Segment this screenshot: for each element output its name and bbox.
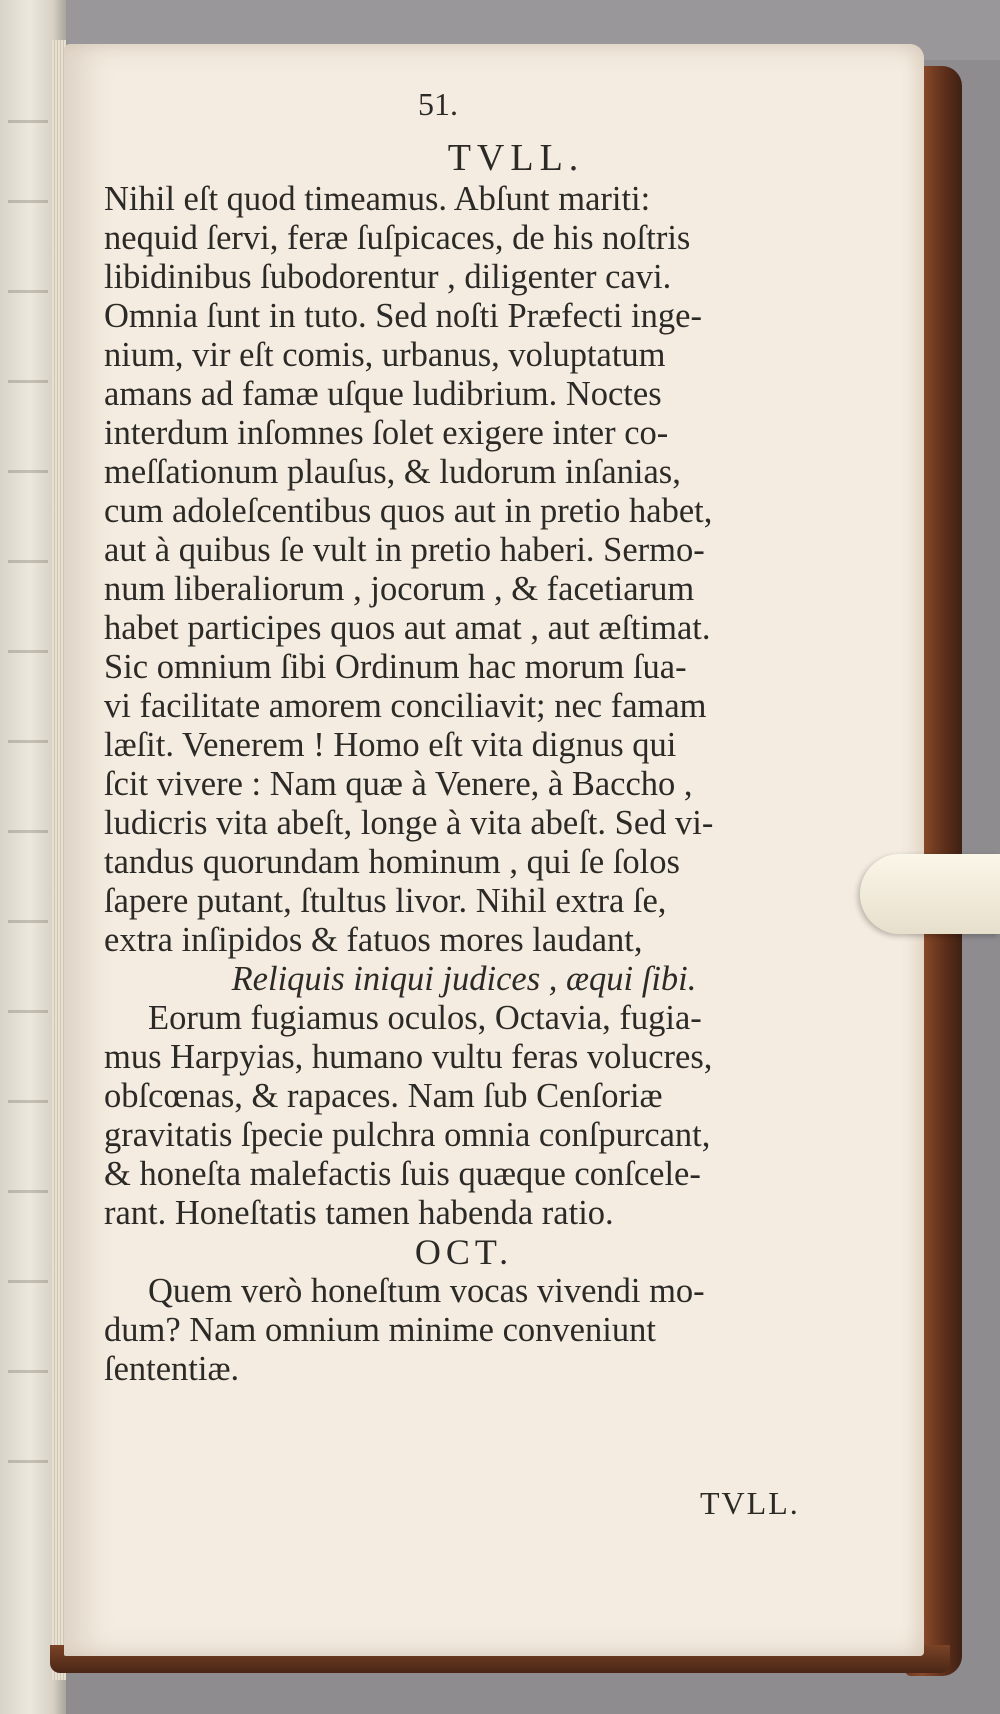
page-pointer-tab [860, 854, 1000, 934]
text-line: mus Harpyias, humano vultu feras volucres, [104, 1038, 713, 1076]
text-line: Eorum fugiamus oculos, Octavia, fugia- [148, 999, 702, 1037]
text-line: Omnia ſunt in tuto. Sed noſti Præfecti inge- [104, 297, 702, 335]
text-block [104, 180, 824, 1389]
text-line: & honeſta malefactis ſuis quæque conſcele- [104, 1155, 701, 1193]
text-line: rant. Honeſtatis tamen habenda ratio. [104, 1194, 614, 1232]
text-line: libidinibus ſubodorentur , diligenter cavi. [104, 258, 672, 296]
second-speaker-heading: OCT. [414, 1233, 514, 1272]
text-line: Sic omnium ſibi Ordinum hac morum ſua- [104, 648, 687, 686]
text-line: læſit. Venerem ! Homo eſt vita dignus qui [104, 726, 677, 764]
text-line: Nihil eſt quod timeamus. Abſunt mariti: [104, 180, 651, 218]
quotation-line: Reliquis iniqui judices , æqui ſibi. [231, 960, 697, 998]
text-line: num liberaliorum , jocorum , & facetiarum [104, 570, 695, 608]
text-line: meſſationum plauſus, & ludorum inſanias, [104, 453, 681, 491]
text-line: vi facilitate amorem conciliavit; nec famam [104, 687, 707, 725]
text-line: Quem verò honeſtum vocas vivendi mo- [148, 1272, 705, 1310]
text-line: dum? Nam omnium minime conveniunt [104, 1311, 656, 1349]
catchword: TVLL. [700, 1485, 800, 1521]
text-line: aut à quibus ſe vult in pretio haberi. Sermo- [104, 531, 705, 569]
text-line: amans ad famæ uſque ludibrium. Noctes [104, 375, 662, 413]
text-line: nequid ſervi, feræ ſuſpicaces, de his noſtris [104, 219, 691, 257]
speaker-heading: TVLL. [447, 137, 585, 179]
text-line: extra inſipidos & fatuos mores laudant, [104, 921, 643, 959]
text-line: tandus quorundam hominum , qui ſe ſolos [104, 843, 680, 881]
text-line: obſcœnas, & rapaces. Nam ſub Cenſoriæ [104, 1077, 663, 1115]
text-line: ſcit vivere : Nam quæ à Venere, à Baccho , [104, 765, 693, 803]
text-line: ſententiæ. [104, 1350, 240, 1388]
text-line: ſapere putant, ſtultus livor. Nihil extra ſe, [104, 882, 667, 920]
text-line: habet participes quos aut amat , aut æſtimat. [104, 609, 711, 647]
text-line: ludicris vita abeſt, longe à vita abeſt. Sed vi- [104, 804, 714, 842]
page-number: 51. [418, 86, 458, 122]
text-line: gravitatis ſpecie pulchra omnia conſpurcant, [104, 1116, 711, 1154]
text-line: cum adoleſcentibus quos aut in pretio habet, [104, 492, 713, 530]
text-line: nium, vir eſt comis, urbanus, voluptatum [104, 336, 666, 374]
text-line: interdum inſomnes ſolet exigere inter co- [104, 414, 669, 452]
